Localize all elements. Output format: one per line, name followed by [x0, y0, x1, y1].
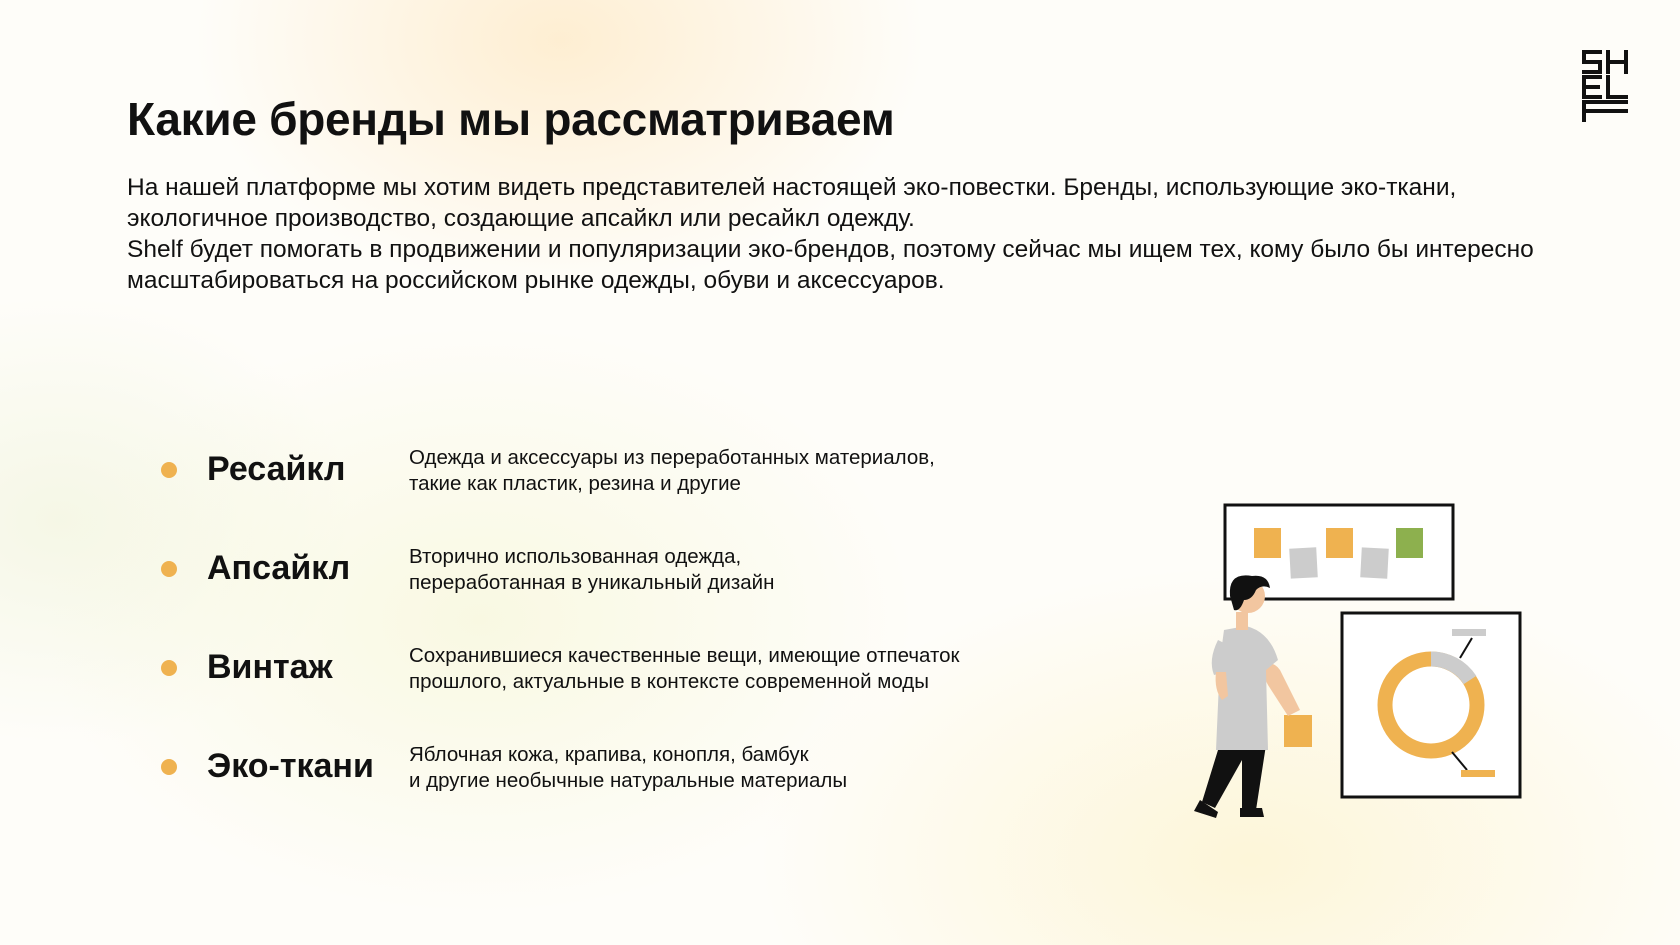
category-description: [409, 643, 960, 695]
shelf-logo: [1580, 50, 1630, 122]
description-line: Яблочная кожа, крапива, конопля, бамбук: [409, 743, 809, 766]
description-line: Сохранившиеся качественные вещи, имеющие отпечаток: [409, 644, 960, 667]
category-name: Апсайкл: [207, 549, 351, 587]
description-line: Одежда и аксессуары из переработанных материалов,: [409, 446, 935, 469]
intro-paragraph: На нашей платформе мы хотим видеть представителей настоящей эко-повестки. Бренды, использующие эко-ткани, экологичное производство, создающие апсайкл или ресайкл одежду.: [127, 174, 1457, 232]
category-name: Винтаж: [207, 648, 333, 686]
category-name: Эко-ткани: [207, 747, 374, 785]
list-item: [160, 539, 1060, 599]
list-item: [160, 638, 1060, 698]
bullet-dot-icon: [161, 759, 177, 775]
category-name: Ресайкл: [207, 450, 346, 488]
list-item: [160, 737, 1060, 797]
category-description: [409, 544, 774, 596]
bullet-dot-icon: [161, 462, 177, 478]
sticky-note: [1289, 547, 1318, 578]
sticky-note: [1326, 528, 1353, 558]
person-at-board-illustration: [1180, 500, 1530, 840]
sticky-note: [1396, 528, 1423, 558]
category-description: [409, 742, 847, 794]
description-line: прошлого, актуальные в контексте современной моды: [409, 670, 929, 693]
category-description: [409, 445, 935, 497]
sticky-note: [1360, 547, 1389, 578]
person-figure: [1194, 575, 1312, 818]
description-line: такие как пластик, резина и другие: [409, 472, 741, 495]
description-line: Вторично использованная одежда,: [409, 545, 742, 568]
list-item: [160, 440, 1060, 500]
page-title: Какие бренды мы рассматриваем: [127, 93, 895, 145]
sticky-note: [1254, 528, 1281, 558]
chart-board: [1342, 613, 1520, 797]
intro-paragraph: Shelf будет помогать в продвижении и популяризации эко-брендов, поэтому сейчас мы ищем тех, кому было бы интересно масштабироваться на российском рынке одежды, обуви и аксессуаров.: [127, 236, 1534, 294]
description-line: и другие необычные натуральные материалы: [409, 769, 848, 792]
bullet-dot-icon: [161, 660, 177, 676]
bullet-dot-icon: [161, 561, 177, 577]
description-line: переработанная в уникальный дизайн: [409, 571, 775, 594]
intro-text: [127, 172, 1567, 296]
